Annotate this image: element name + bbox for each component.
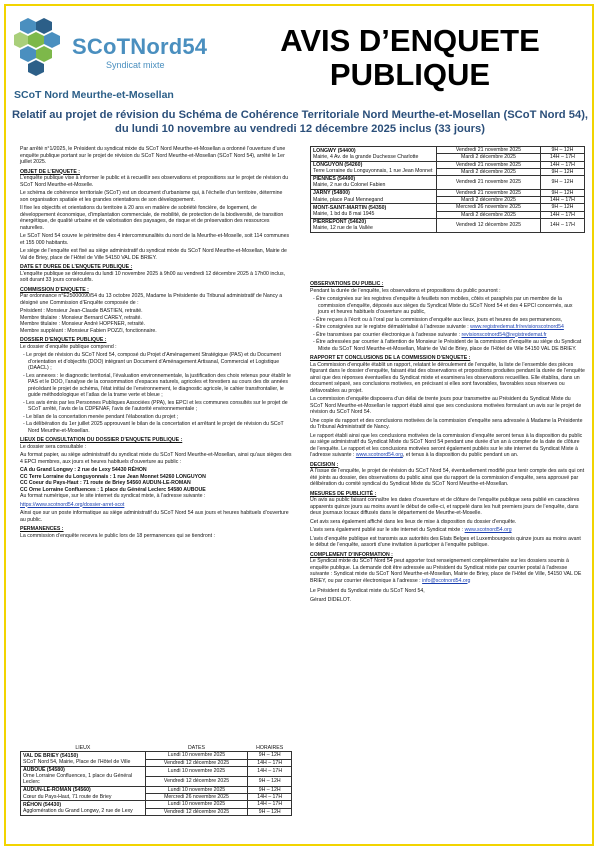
section-title-publicite: MESURES DE PUBLICITÉ : bbox=[310, 490, 377, 497]
permanence-address: Mairie, 1 bd du 8 mai 1945 bbox=[313, 211, 375, 218]
email-registre-link[interactable]: revisionscotnord54@registredemat.fr bbox=[461, 331, 547, 338]
site-link[interactable]: www.scotnord54.org bbox=[355, 452, 403, 458]
permanence-place: LONGUYON (54260) bbox=[313, 162, 363, 169]
section-title-complement: COMPLEMENT D’INFORMATION : bbox=[310, 551, 393, 558]
table-row bbox=[311, 161, 585, 168]
lieux-site: CC Terre Lorraine du Longuyonnais : 1 rue Jean Monnet 54260 LONGUYON bbox=[20, 473, 206, 480]
permanence-date: Mardi 2 décembre 2025 bbox=[437, 197, 541, 204]
permanence-date: Lundi 10 novembre 2025 bbox=[145, 766, 248, 776]
page-title: AVIS D’ENQUETE PUBLIQUE bbox=[280, 23, 540, 92]
commission-text: Par ordonnance n°E25000090/54 du 13 octobre 2025, Madame la Présidente du Tribunal administratif de Nancy a désigné une Commission d’Enquête composée de : bbox=[20, 293, 283, 306]
permanence-hours: 14H – 17H bbox=[248, 801, 292, 808]
lieux-intro: Le dossier sera consultable : bbox=[20, 443, 87, 450]
lieux-site: CC Orne Lorraine Confluences : 1 place du Général Leclerc 54580 AUBOUE bbox=[20, 486, 206, 493]
observation-item: - Être consignées sur les registres d’enquête à feuillets non mobiles, côtés et paraphés par un membre de la commission d’enquête, déposés aux sièges du Syndicat Mixte du SCoT Nord 54 et des 4 EPCI concernés, aux jours et heures habituels d’ouverture au public, bbox=[313, 296, 573, 315]
permanence-hours: 14H – 17H bbox=[540, 154, 584, 161]
observation-item: - Être consignées sur le registre dématérialisé à l’adresse suivante : www.registredemat.fr/revisionscotnord54 bbox=[313, 324, 564, 330]
dossier-item: - Le projet de révision du SCoT Nord 54, composé du Projet d’Aménagement Stratégique (PAS) et du Document d’orientation et d’objectifs (DOO) intégrant un Document d’Aménagement Artisanal, Commercial et Logistique (DAACL) ; bbox=[23, 352, 281, 371]
info-email-link[interactable]: info@scotnord54.org bbox=[422, 577, 471, 584]
page-subtitle: Relatif au projet de révision du Schéma de Cohérence Territoriale Nord Meurthe-et-Mosellan (SCoT Nord 54), du lundi 10 novembre au vendredi 12 décembre 2025 inclus (33 jours) bbox=[11, 109, 589, 135]
permanences-intro: La commission d’enquête recevra le public lors de 18 permanences qui se tiendront : bbox=[20, 532, 215, 539]
rapport-p2: La commission d’enquête disposera d’un délai de trente jours pour transmettre au Président du Syndicat Mixte du SCoT Nord Meurthe-et-Mosellan le rapport établi ainsi que ses conclusions motivées formulant un avis sur le projet de révision du SCoT Nord 54. bbox=[310, 396, 582, 415]
lieux-p3: Ainsi que sur un poste informatique au siège administratif du SCoT Nord 54 aux jours et heures habituels d’ouverture au public. bbox=[20, 510, 289, 523]
section-title-date: DATE ET DUREE DE L’ENQUETE PUBLIQUE : bbox=[20, 264, 133, 270]
logo-subtitle: Syndicat mixte bbox=[106, 60, 165, 70]
permanence-place: MONT-SAINT-MARTIN (54350) bbox=[313, 204, 387, 211]
logo bbox=[14, 16, 214, 101]
signature-line-1: Le Président du Syndicat mixte du SCoT Nord 54, bbox=[310, 588, 425, 594]
table-row bbox=[311, 189, 585, 196]
signature-line-2: Gérard DIDELOT. bbox=[310, 596, 351, 603]
permanence-location bbox=[311, 147, 437, 162]
complement-text: Le Syndicat mixte du SCoT Nord 54 peut apporter tout renseignement complémentaire sur les dossiers soumis à enquête publique. La demande doit être adressée au Président du Syndicat mixte par courrier postal à l’adresse suivante : Syndicat mixte du SCoT Nord Meurthe-et-Mosellan, Mairie de Briey, place de l’Hôtel de Ville, 54150 VAL DE BRIEY, ou par courrier électronique à l’adresse : info@scotnord54.org bbox=[310, 558, 582, 584]
permanence-hours: 14H – 17H bbox=[540, 161, 584, 168]
permanence-date: Mardi 2 décembre 2025 bbox=[437, 168, 541, 175]
dossier-item: - Les avis émis par les Personnes Publiques Associées (PPA), les EPCI et les communes consultés sur le projet de SCoT arrêté, l’avis de la CDPENAF, l’avis de l’autorité environnementale ; bbox=[23, 399, 288, 412]
logo-caption: SCoT Nord Meurthe-et-Mosellan bbox=[14, 89, 174, 101]
permanence-place: VAL DE BRIEY (54150) bbox=[23, 752, 79, 759]
intro-text: Par arrêté n°1/2025, le Président du syndicat mixte du SCoT Nord Meurthe-et-Mosellan a ordonné l’ouverture d’une enquête publique portant sur le projet de révision du SCoT Nord Meurthe-et-Mosellan (SCoT Nord 54), arrêté le 1er juillet 2025. bbox=[20, 146, 286, 165]
permanence-place: JARNY (54800) bbox=[313, 190, 350, 197]
permanence-location bbox=[311, 218, 437, 232]
permanence-hours: 9H – 12H bbox=[540, 168, 584, 175]
left-column bbox=[20, 146, 292, 541]
commission-member: Président : Monsieur Jean-Claude BASTIEN, retraité. bbox=[20, 308, 143, 314]
observation-item: - Être adressées par courrier à l’attention de Monsieur le Président de la commission d’enquête au siège du Syndicat Mixte du SCoT Nord Meurthe-et-Mosellan, Mairie de Val de Briey, place de l’Hôtel de Ville 54150 VAL DE BRIEY. bbox=[313, 339, 582, 352]
dossier-item: - Le bilan de la concertation menée pendant l’élaboration du projet ; bbox=[23, 413, 179, 420]
publicite-site-link[interactable]: www.scotnord54.org bbox=[464, 527, 512, 533]
publicite-p2: Cet avis sera également affiché dans les lieux de mise à disposition du dossier d’enquête. bbox=[310, 518, 517, 525]
registre-link[interactable]: www.registredemat.fr/revisionscotnord54 bbox=[470, 324, 564, 330]
permanence-location bbox=[21, 801, 146, 816]
dossier-url-link[interactable]: https://www.scotnord54.org/dossier-arret-scot bbox=[20, 501, 125, 508]
permanence-date: Vendredi 21 novembre 2025 bbox=[437, 161, 541, 168]
permanence-address: Terre Lorraine du Longuyonnais, 1 rue Jean Monnet bbox=[313, 168, 433, 175]
permanence-address: Orne Lorraine Confluences, 1 place du Général Leclerc bbox=[23, 773, 133, 786]
table-row bbox=[21, 801, 292, 808]
table-header-lieux: LIEUX bbox=[21, 745, 146, 752]
permanence-hours: 9H – 12H bbox=[540, 204, 584, 211]
permanence-place: LONGWY (54400) bbox=[313, 147, 356, 154]
table-row bbox=[21, 752, 292, 759]
permanence-hours: 14H – 17H bbox=[540, 197, 584, 204]
section-title-rapport: RAPPORT ET CONCLUSIONS DE LA COMMISSION D’ENQUETE : bbox=[310, 355, 471, 361]
permanence-hours: 14H – 17H bbox=[248, 759, 292, 766]
objet-p2: Le schéma de cohérence territoriale (SCoT) est un document d’urbanisme qui, à l’échelle d’un territoire, détermine son organisation spatiale et les grandes orientations de son développement. bbox=[20, 190, 283, 203]
permanences-table-right bbox=[310, 146, 585, 233]
permanence-place: PIENNES (54490) bbox=[313, 176, 356, 183]
dossier-item: - Les annexes : le diagnostic territorial, l’évaluation environnementale, la justification des choix retenus pour établir le PAS et le DOO, l’analyse de la consommation d’espaces naturels, agricoles et forestiers au cours des dix années précédant le projet de schéma, l’état initial de l’environnement, le diagnostic agricole, le cahier transfrontalier, le guide méthodologique et l’atlas de la trame verte et bleue ; bbox=[23, 372, 291, 398]
commission-member: Membre titulaire : Monsieur André HOPFNER, retraité. bbox=[20, 321, 146, 327]
permanence-hours: 14H – 17H bbox=[540, 218, 584, 232]
permanence-address: Mairie, place Paul Mennegand bbox=[313, 196, 384, 203]
permanence-date: Vendredi 21 novembre 2025 bbox=[437, 147, 541, 154]
permanence-location bbox=[21, 752, 146, 767]
permanence-date: Vendredi 12 décembre 2025 bbox=[145, 759, 248, 766]
objet-p1: L’enquête publique vise à informer le public et à recueillir ses observations et propositions sur le projet de révision du SCoT Nord Meurthe-et-Moselle. bbox=[20, 175, 289, 188]
section-title-lieux: LIEUX DE CONSULTATION DU DOSSIER D’ENQUETE PUBLIQUE : bbox=[20, 437, 183, 443]
permanence-hours: 9H – 12H bbox=[540, 147, 584, 154]
lieux-site: CC Coeur du Pays-Haut : 71 route de Briey 54560 AUDUN-LE-ROMAN bbox=[20, 480, 191, 486]
commission-member: Membre titulaire : Monsieur Bernard CAREY, retraité. bbox=[20, 314, 142, 321]
objet-p4: Le SCoT Nord 54 couvre le périmètre des 4 intercommunalités du nord de la Meurthe-et-Moselle, soit 114 communes et 155 000 habitants. bbox=[20, 233, 290, 246]
table-row bbox=[311, 147, 585, 154]
date-text: L’enquête publique se déroulera du lundi 10 novembre 2025 à 9h00 au vendredi 12 décembre 2025 à 17h00 inclus, soit durant 33 jours consécutifs. bbox=[20, 270, 286, 283]
permanence-date: Vendredi 12 décembre 2025 bbox=[437, 218, 541, 232]
permanence-address: Agglomération du Grand Longwy, 2 rue de Lexy bbox=[23, 808, 133, 815]
permanence-date: Vendredi 12 décembre 2025 bbox=[145, 808, 248, 815]
permanence-hours: 14H – 17H bbox=[248, 766, 292, 776]
permanence-hours: 9H – 12H bbox=[540, 189, 584, 196]
rapport-p1: La Commission d’enquête établit un rapport, relatant le déroulement de l’enquête, la liste de l’ensemble des pièces figurant dans le dossier d’enquête, faisant état des observations et propositions produites pendant la durée de l’enquête ainsi que des réponses éventuelles du Syndicat mixte et examinera les observations recueillies. Elle établira, dans un document séparé, ses conclusions motivées, en précisant si elles sont favorables, favorables sous réserves ou défavorables au projet. bbox=[310, 361, 585, 394]
permanence-hours: 9H – 12H bbox=[248, 786, 292, 793]
permanence-hours: 9H – 12H bbox=[248, 808, 292, 815]
table-row bbox=[21, 766, 292, 776]
permanence-date: Mardi 2 décembre 2025 bbox=[437, 211, 541, 218]
permanence-address: Cœur du Pays-Haut, 71 route de Briey bbox=[23, 793, 112, 800]
permanence-date: Mercredi 26 novembre 2025 bbox=[145, 794, 248, 801]
permanence-hours: 14H – 17H bbox=[540, 211, 584, 218]
section-title-observations: OBSERVATIONS DU PUBLIC : bbox=[310, 281, 384, 287]
section-title-dossier: DOSSIER D’ENQUETE PUBLIQUE : bbox=[20, 337, 107, 343]
dossier-item: - La délibération du 1er juillet 2025 approuvant le bilan de la concertation et arrêtant le projet de révision du SCoT Nord Meurthe-et-Mosellan. bbox=[23, 421, 284, 434]
permanence-date: Vendredi 21 novembre 2025 bbox=[437, 189, 541, 196]
permanence-hours: 9H – 12H bbox=[540, 176, 584, 190]
logo-name: SCoTNord54 bbox=[72, 34, 208, 59]
permanence-place: RÉHON (54430) bbox=[23, 801, 62, 808]
permanence-location bbox=[311, 161, 437, 176]
table-row bbox=[311, 218, 585, 232]
section-title-objet: OBJET DE L’ENQUETE : bbox=[20, 168, 80, 175]
section-title-commission: COMMISSION D’ENQUETE : bbox=[20, 286, 89, 293]
permanence-address: Mairie, 12 rue de la Vallée bbox=[313, 225, 373, 232]
permanence-date: Vendredi 12 décembre 2025 bbox=[145, 776, 248, 786]
permanence-address: Mairie, 4 Av. de la grande Duchesse Charlotte bbox=[313, 153, 419, 160]
permanence-hours: 9H – 12H bbox=[248, 776, 292, 786]
permanence-place: PIERREPONT (54620) bbox=[313, 218, 367, 225]
table-header-horaires: HORAIRES bbox=[248, 745, 292, 752]
permanences-table-left bbox=[20, 745, 292, 816]
observation-item: - Être reçues à l’écrit ou à l’oral par la commission d’enquête aux lieux, jours et heures de ses permanences, bbox=[313, 316, 563, 323]
logo-hexagons-icon bbox=[14, 16, 70, 78]
permanence-location bbox=[21, 766, 146, 786]
permanence-address: SCoT Nord 54, Mairie, Place de l’Hôtel de Ville bbox=[23, 759, 131, 766]
observation-item: - Être transmises par courrier électronique à l’adresse suivante : revisionscotnord54@registredemat.fr bbox=[313, 331, 547, 338]
lieux-p1: Au format papier, au siège administratif du syndicat mixte du SCoT Nord Meurthe-et-Mosellan, ainsi qu’aux sièges des 4 EPCI membres, aux jours et heures habituels d’ouverture au public : bbox=[20, 452, 292, 465]
section-title-permanences: PERMANENCES : bbox=[20, 526, 64, 532]
publicite-p4: L’avis d’enquête publique est transmis aux autorités des Etats Belges et Luxembourgeois quinze jours au moins avant le début de l’enquête, assorti d’une invitation à participer à l’enquête publique. bbox=[310, 535, 581, 548]
table-row bbox=[21, 786, 292, 793]
lieux-p2: Au format numérique, sur le site internet du syndicat mixte, à l’adresse suivante : bbox=[20, 493, 206, 499]
objet-p3: Il fixe les objectifs et orientations du territoire à 20 ans en matière de sobriété foncière, de logement, de développement économique, d’implantation commerciale, de mobilité, de protection de la biodiversité, de transition énergétique, de qualité urbaine et de valorisation des paysages, de risque et de préservation des ressources naturelles. bbox=[20, 205, 284, 231]
observations-intro: Pendant la durée de l’enquête, les observations et propositions du public pourront : bbox=[310, 287, 501, 294]
permanence-date: Lundi 10 novembre 2025 bbox=[145, 752, 248, 759]
permanence-date: Mardi 2 décembre 2025 bbox=[437, 154, 541, 161]
permanence-date: Lundi 10 novembre 2025 bbox=[145, 801, 248, 808]
permanence-date: Vendredi 21 novembre 2025 bbox=[437, 176, 541, 190]
objet-p5: Le siège de l’enquête est fixé au siège administratif du syndicat mixte du SCoT Nord Meurthe-et-Mosellan, Mairie de Val de Briey, place de l’Hôtel de Ville 54150 VAL DE BRIEY. bbox=[20, 248, 287, 261]
right-column bbox=[310, 278, 585, 605]
dossier-intro: Le dossier d’enquête publique comprend : bbox=[20, 343, 117, 350]
permanence-location bbox=[311, 189, 437, 204]
section-title-decision: DECISION : bbox=[310, 461, 339, 468]
permanence-hours: 9H – 12H bbox=[248, 752, 292, 759]
permanence-date: Mercredi 26 novembre 2025 bbox=[437, 204, 541, 211]
permanence-place: AUBOUÉ (54580) bbox=[23, 766, 65, 773]
rapport-p3: Une copie du rapport et des conclusions motivées de la commission d’enquête sera adressée à Madame la Présidente du Tribunal Administratif de Nancy. bbox=[310, 417, 583, 430]
permanence-address: Mairie, 2 rue du Colonel Fabien bbox=[313, 182, 386, 189]
permanence-date: Lundi 10 novembre 2025 bbox=[145, 786, 248, 793]
table-row bbox=[311, 204, 585, 211]
publicite-p1: Un avis au public faisant connaître les dates d’ouverture et de clôture de l’enquête publique sera publié en caractères apparents quinze jours au moins avant le début de celle-ci, et rappelé dans les huit premiers jours de l’enquête, dans deux journaux locaux diffusés dans le département de Meurthe-et-Moselle. bbox=[310, 497, 580, 516]
publicite-p3: L’avis sera également publié sur le site internet du Syndicat mixte : www.scotnord54.org bbox=[310, 527, 512, 533]
table-row bbox=[311, 176, 585, 190]
permanence-place: AUDUN-LE-ROMAN (54560) bbox=[23, 787, 91, 794]
lieux-site: CA du Grand Longwy : 2 rue de Lexy 54430 RÉHON bbox=[20, 467, 147, 473]
decision-text: À l’issue de l’enquête, le projet de révision du SCoT Nord 54, éventuellement modifié pour tenir compte des avis qui ont été joints au dossier, des observations du public ainsi que du rapport de la commission d’enquête, sera approuvé par délibération du comité syndical du Syndicat Mixte du SCoT Nord Meurthe-et-Mosellan. bbox=[310, 468, 585, 487]
header bbox=[8, 10, 592, 110]
rapport-p4: Le rapport établi ainsi que les conclusions motivées de la commission d’enquête seront tenus à la disposition du public au siège administratif du Syndicat Mixte du SCoT Nord 54 pendant une durée d’un an à compter de la date de clôture de l’enquête. Le rapport et les conclusions motivées seront également publiés sur le site internet du Syndicat Mixte à l’adresse suivante : www.scotnord54.org, et tenus à la disposition du public pendant un an. bbox=[310, 432, 583, 458]
permanence-location bbox=[311, 204, 437, 219]
permanence-hours: 14H – 17H bbox=[248, 794, 292, 801]
permanence-location bbox=[21, 786, 146, 801]
commission-member: Membre suppléant : Monsieur Fabien POZZI, fonctionnaire. bbox=[20, 327, 157, 334]
table-header-dates: DATES bbox=[145, 745, 248, 752]
permanence-location bbox=[311, 176, 437, 190]
